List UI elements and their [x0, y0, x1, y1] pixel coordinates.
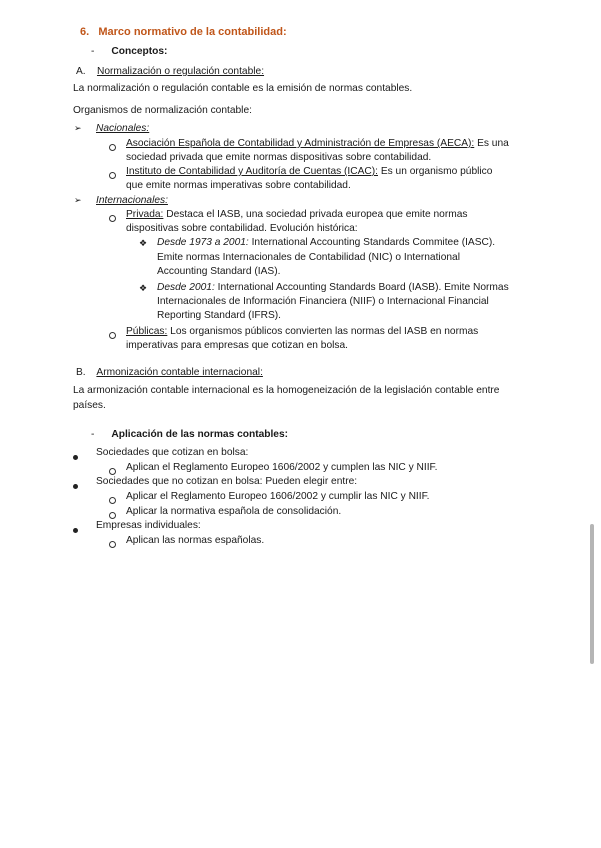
aeca-name: Asociación Española de Contabilidad y Administración de Empresas (AECA): [126, 138, 475, 149]
filled-bullet-icon [73, 523, 78, 538]
internacionales-label: Internacionales: [96, 195, 168, 206]
vertical-scrollbar[interactable] [590, 524, 594, 664]
arrow-bullet-icon: ➢ [74, 195, 82, 205]
normalizacion-paragraph: La normalización o regulación contable es la emisión de normas contables. [73, 83, 413, 94]
privada-line2: dispositivas sobre contabilidad. Evolución histórica: [126, 223, 358, 234]
armonizacion-line1: La armonización contable internacional es la homogeneización de la legislación contable entre [73, 385, 500, 396]
aeca-line2: sociedad privada que emite normas dispositivas sobre contabilidad. [126, 152, 432, 163]
sub-cotizan-1: Aplican el Reglamento Europeo 1606/2002 y cumplen las NIC y NIIF. [126, 462, 438, 473]
publicas-item [126, 325, 478, 340]
aplicacion-line [91, 428, 288, 443]
icac-name: Instituto de Contabilidad y Auditoría de Cuentas (ICAC): [126, 166, 378, 177]
sub-individuales-1: Aplican las normas españolas. [126, 535, 265, 546]
aeca-line1: Es una [474, 138, 509, 149]
hist1-line3: Accounting Standard (IAS). [157, 266, 281, 277]
hist2-line3: Reporting Standard (IFRS). [157, 310, 282, 321]
organismos-title: Organismos de normalización contable: [73, 105, 252, 116]
section-b-title [76, 366, 263, 381]
section-a-title [76, 65, 264, 80]
section-a-text: Normalización o regulación contable: [96, 66, 265, 77]
hist1-date: Desde 1973 a 2001: [157, 237, 249, 248]
icac-line1: Es un organismo público [378, 166, 493, 177]
circle-bullet-icon [109, 169, 116, 184]
circle-bullet-icon [109, 329, 116, 344]
sub-no-cotizan-2: Aplicar la normativa española de consolidación. [126, 506, 342, 517]
circle-bullet-icon [109, 212, 116, 227]
aeca-item [126, 137, 533, 152]
hist1-line1: International Accounting Standards Commitee (IASC). [248, 237, 496, 248]
hist2-line2: Internacionales de Información Financiera (NIIF) o Internacional Financial [157, 296, 489, 307]
circle-bullet-icon [109, 141, 116, 156]
filled-bullet-icon [73, 450, 78, 465]
heading-number: 6. [80, 26, 90, 38]
hist1-item [157, 236, 495, 251]
section-a-letter: A. [76, 66, 86, 77]
section-b-letter: B. [76, 367, 86, 378]
nacionales-label: Nacionales: [96, 123, 150, 134]
hist2-line1: International Accounting Standards Board (IASB). Emite Normas [214, 282, 509, 293]
section-heading [80, 25, 287, 40]
dash-marker: - [91, 429, 95, 440]
bullet-cotizan: Sociedades que cotizan en bolsa: [96, 447, 249, 458]
privada-item [126, 208, 467, 223]
publicas-line2: imperativas para empresas que cotizan en bolsa. [126, 340, 348, 351]
diamond-bullet-icon: ❖ [139, 238, 148, 248]
privada-line1: Destaca el IASB, una sociedad privada europea que emite normas [163, 209, 468, 220]
dash-marker: - [91, 46, 95, 57]
armonizacion-line2: países. [73, 400, 106, 411]
icac-item [126, 165, 492, 180]
arrow-bullet-icon: ➢ [74, 123, 82, 133]
section-b-text: Armonización contable internacional: [96, 367, 263, 378]
publicas-line1: Los organismos públicos convierten las normas del IASB en normas [167, 326, 479, 337]
icac-line2: que emite normas imperativas sobre contabilidad. [126, 180, 351, 191]
sub-no-cotizan-1: Aplicar el Reglamento Europeo 1606/2002 y cumplir las NIC y NIIF. [126, 491, 430, 502]
heading-title: Marco normativo de la contabilidad: [98, 26, 287, 38]
hist2-item [157, 281, 509, 296]
circle-bullet-icon [109, 494, 116, 509]
bullet-no-cotizan: Sociedades que no cotizan en bolsa: Pueden elegir entre: [96, 476, 358, 487]
filled-bullet-icon [73, 479, 78, 494]
bullet-individuales: Empresas individuales: [96, 520, 201, 531]
conceptos-label: Conceptos: [111, 46, 168, 57]
publicas-label: Públicas: [126, 326, 168, 337]
aplicacion-title: Aplicación de las normas contables: [111, 429, 289, 440]
hist1-line2: Emite normas Internacionales de Contabilidad (NIC) o International [157, 252, 460, 263]
conceptos-line [91, 45, 167, 60]
circle-bullet-icon [109, 538, 116, 553]
hist2-date: Desde 2001: [157, 282, 215, 293]
diamond-bullet-icon: ❖ [139, 283, 148, 293]
privada-label: Privada: [126, 209, 164, 220]
